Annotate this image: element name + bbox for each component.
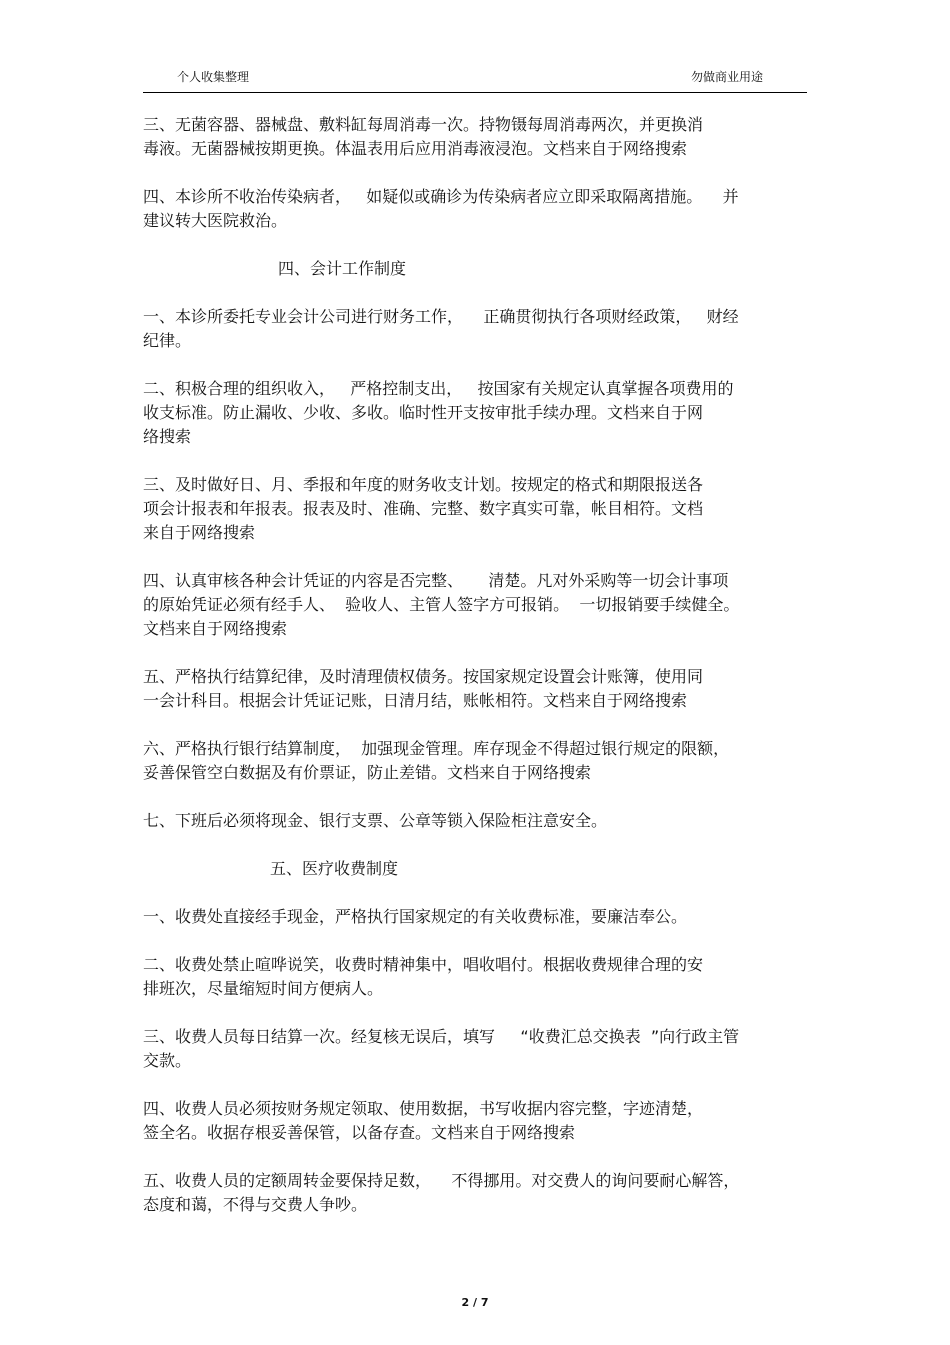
paragraph: 七、下班后必须将现金、银行支票、公章等锁入保险柜注意安全。 [143,811,608,830]
header-right-text: 勿做商业用途 [690,70,763,84]
paragraph: 五、收费人员的定额周转金要保持足数， 不得挪用。对交费人的询问要耐心解答， 态度和蔼，不得与交费人争吵。 [143,1171,740,1214]
paragraph: 五、严格执行结算纪律，及时清理债权债务。按国家规定设置会计账簿，使用同 一会计科目。根据会计凭证记账，日清月结，账帐相符。文档来自于网络搜索 [143,667,704,710]
paragraph: 六、严格执行银行结算制度， 加强现金管理。库存现金不得超过银行规定的限额， 妥善保管空白数据及有价票证，防止差错。文档来自于网络搜索 [143,739,730,782]
section-heading-billing: 五、医疗收费制度 [270,859,399,878]
paragraph: 三、及时做好日、月、季报和年度的财务收支计划。按规定的格式和期限报送各 项会计报表和年报表。报表及时、准确、完整、数字真实可靠，帐目相符。文档 来自于网络搜索 [143,475,704,542]
document-body [143,113,809,1241]
paragraph: 四、收费人员必须按财务规定领取、使用数据，书写收据内容完整，字迹清楚， 签全名。收据存根妥善保管，以备存查。文档来自于网络搜索 [143,1099,704,1142]
paragraph: 二、收费处禁止喧哗说笑，收费时精神集中，唱收唱付。根据收费规律合理的安 排班次，尽量缩短时间方便病人。 [143,955,704,998]
page-header [143,64,807,93]
header-left-text: 个人收集整理 [177,70,250,84]
paragraph: 四、认真审核各种会计凭证的内容是否完整、 清楚。凡对外采购等一切会计事项 的原始凭证必须有经手人、 验收人、主管人签字方可报销。 一切报销要手续健全。 文档来自于网络搜索 [143,571,740,638]
paragraph: 三、无菌容器、器械盘、敷料缸每周消毒一次。持物镊每周消毒两次，并更换消 毒液。无菌器械按期更换。体温表用后应用消毒液浸泡。文档来自于网络搜索 [143,115,704,158]
paragraph: 一、收费处直接经手现金，严格执行国家规定的有关收费标准，要廉洁奉公。 [143,907,688,926]
section-heading-accounting: 四、会计工作制度 [278,259,407,278]
paragraph: 一、本诊所委托专业会计公司进行财务工作， 正确贯彻执行各项财经政策， 财经 纪律。 [143,307,739,350]
paragraph: 三、收费人员每日结算一次。经复核无误后，填写 “收费汇总交换表 ”向行政主管 交款。 [143,1027,740,1070]
paragraph: 二、积极合理的组织收入， 严格控制支出， 按国家有关规定认真掌握各项费用的 收支标准。防止漏收、少收、多收。临时性开支按审批手续办理。文档来自于网 络搜索 [143,379,734,446]
page-number: 2 / 7 [461,1296,489,1309]
paragraph: 四、本诊所不收治传染病者， 如疑似或确诊为传染病者应立即采取隔离措施。 并 建议转大医院救治。 [143,187,739,230]
